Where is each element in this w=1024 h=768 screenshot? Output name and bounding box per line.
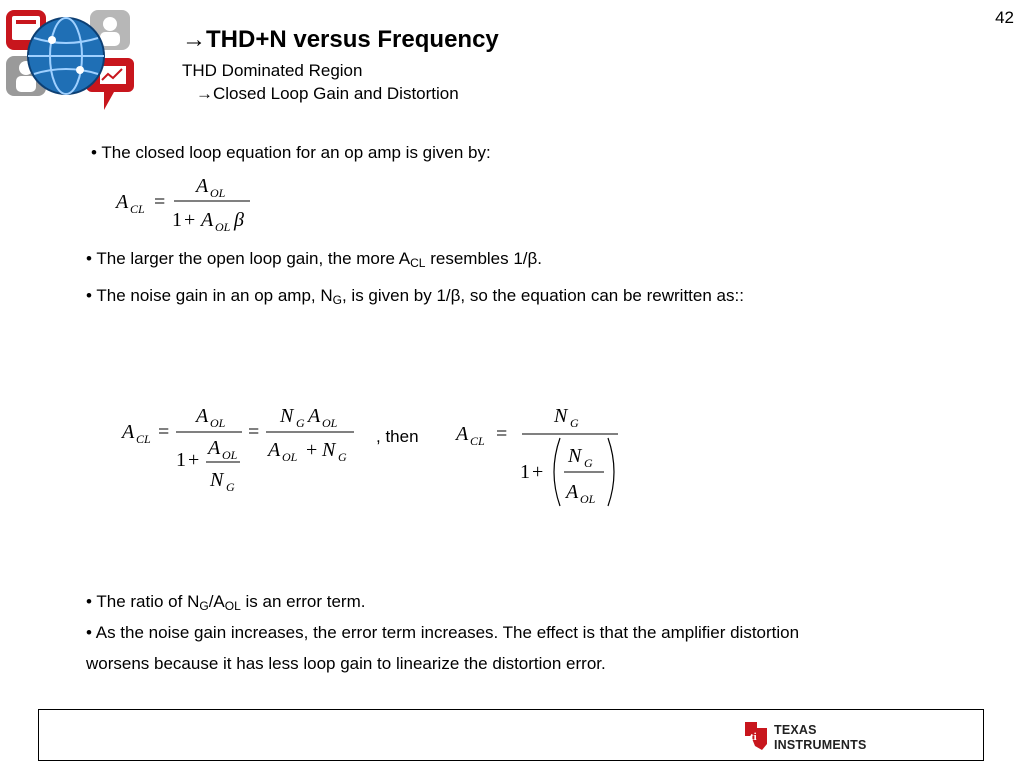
eq2-equals-2: = [248, 421, 260, 443]
slide-title [182, 26, 499, 54]
eq3-inner-A: A [566, 481, 579, 503]
arrow-icon: → [196, 84, 213, 103]
bullet-noise-increases-cont: worsens because it has less loop gain to linearize the distortion error. [86, 654, 606, 673]
bullet-noise-increases: • As the noise gain increases, the error term increases. The effect is that the amplifier distortion [86, 623, 800, 642]
eq1-den-sub-OL: OL [215, 220, 231, 234]
eq2-num-A: A [196, 405, 209, 427]
subsubtitle-text: Closed Loop Gain and Distortion [213, 84, 459, 103]
eq2-r-den-sub-G: G [338, 450, 347, 464]
eq2-plus: + [188, 449, 200, 471]
slide-subtitle: THD Dominated Region [182, 61, 363, 80]
ti-brand-line2: INSTRUMENTS [774, 738, 867, 752]
eq1-A: A [116, 191, 129, 213]
eq2-inner-N: N [210, 469, 224, 491]
svg-text:ti: ti [750, 731, 757, 743]
eq2-r-den-A: A [268, 439, 281, 461]
equation-closed-loop [110, 170, 270, 236]
eq3-plus: + [532, 461, 544, 483]
eq2-r-num-sub-OL: OL [322, 416, 338, 430]
eq2-inner-A: A [208, 437, 221, 459]
eq2-r-den-sub-OL: OL [282, 450, 298, 464]
eq2-r-den-N: N [322, 439, 336, 461]
eq2-inner-sub-OL: OL [222, 448, 238, 462]
bullet-closed-loop: • The closed loop equation for an op amp is given by: [91, 143, 491, 162]
arrow-icon: → [182, 26, 206, 53]
bullet-noise-gain: • The noise gain in an op amp, $N_G$, is given by 1/β, so the equation can be rewritten as:: [86, 286, 744, 307]
eq3-left-paren [554, 438, 560, 506]
eq3-num-N: N [554, 405, 568, 427]
eq2-r-num-A: A [308, 405, 321, 427]
eq1-one: 1 [172, 209, 182, 231]
eq2-num-sub-OL: OL [210, 416, 226, 430]
eq2-one: 1 [176, 449, 186, 471]
eq3-sub-CL: CL [470, 434, 485, 448]
eq3-A: A [456, 423, 469, 445]
eq1-den-A: A [201, 209, 214, 231]
eq3-one: 1 [520, 461, 530, 483]
ti-logo [742, 718, 874, 754]
eq2-r-den-plus: + [306, 439, 318, 461]
eq3-equals: = [496, 423, 508, 445]
bullet-larger-gain: • The larger the open loop gain, the more $A_{CL}$ resembles 1/β. [86, 249, 543, 270]
eq2-A: A [122, 421, 135, 443]
page-number: 42 [995, 8, 1014, 27]
header-logo-icon [2, 4, 138, 116]
eq3-inner-sub-OL: OL [580, 492, 596, 506]
then-label: , then [376, 427, 419, 446]
eq3-inner-N: N [568, 445, 582, 467]
eq1-beta: β [234, 209, 244, 231]
eq3-num-sub-G: G [570, 416, 579, 430]
eq1-sub-CL: CL [130, 202, 145, 216]
bullet-error-term: • The ratio of $N_G/A_{OL}$ is an error term. [86, 592, 366, 613]
equation-rewritten [118, 400, 368, 500]
eq1-equals: = [154, 191, 166, 213]
eq2-r-num-N: N [280, 405, 294, 427]
eq2-equals: = [158, 421, 170, 443]
eq2-sub-CL: CL [136, 432, 151, 446]
eq2-r-num-sub-G: G [296, 416, 305, 430]
eq1-plus: + [184, 209, 196, 231]
eq3-right-paren [608, 438, 614, 506]
equation-noise-gain [452, 400, 632, 512]
title-text: THD+N versus Frequency [206, 26, 499, 53]
eq3-inner-sub-G: G [584, 456, 593, 470]
eq2-inner-sub-G: G [226, 480, 235, 494]
ti-brand-line1: TEXAS [774, 723, 817, 737]
slide-subsubtitle [196, 84, 459, 104]
eq1-num-A: A [196, 175, 209, 197]
eq1-num-sub-OL: OL [210, 186, 226, 200]
